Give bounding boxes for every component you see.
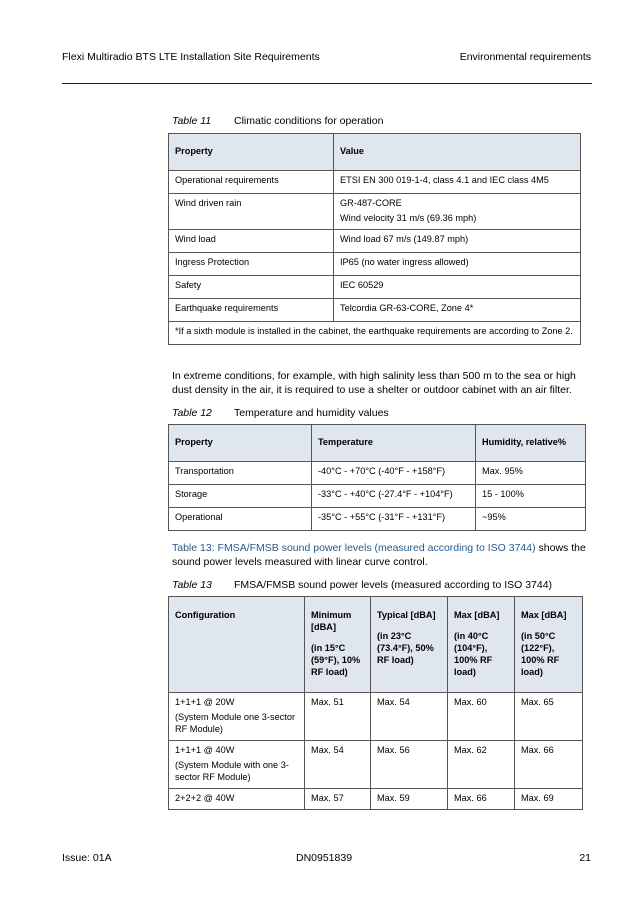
value-cell: IP65 (no water ingress allowed) bbox=[334, 252, 581, 275]
body-paragraph bbox=[172, 541, 592, 569]
value-line: Wind velocity 31 m/s (69.36 mph) bbox=[340, 212, 477, 223]
value-cell: IEC 60529 bbox=[334, 275, 581, 298]
value-cell: Telcordia GR-63-CORE, Zone 4* bbox=[334, 298, 581, 321]
property-cell: Ingress Protection bbox=[169, 252, 334, 275]
paragraph-text: shows the sound power levels measured with linear curve control. bbox=[172, 542, 586, 569]
configuration-cell bbox=[169, 789, 305, 810]
header-main: Configuration bbox=[175, 610, 236, 621]
value-cell: Max. 59 bbox=[371, 789, 448, 810]
value-cell: Max. 57 bbox=[305, 789, 371, 810]
value-cell: Max. 65 bbox=[515, 693, 583, 741]
body-paragraph: In extreme conditions, for example, with high salinity less than 500 m to the sea or high dust density in the air, it is required to use a shelter or outdoor cabinet with an air filter. bbox=[172, 370, 576, 397]
value-cell: Max. 54 bbox=[305, 741, 371, 789]
table-row bbox=[169, 789, 583, 810]
header-rule bbox=[62, 83, 592, 84]
header-main: Typical [dBA] bbox=[377, 610, 436, 621]
header-main: Minimum [dBA] bbox=[311, 610, 352, 633]
value-cell: Max. 62 bbox=[448, 741, 515, 789]
temperature-cell: -35°C - +55°C (-31°F - +131°F) bbox=[312, 508, 476, 531]
config-desc: (System Module one 3-sector RF Module) bbox=[175, 712, 295, 735]
value-cell: ETSI EN 300 019-1-4, class 4.1 and IEC class 4M5 bbox=[334, 171, 581, 194]
table-row bbox=[169, 462, 586, 485]
table13-cross-reference-link[interactable]: Table 13: FMSA/FMSB sound power levels (measured according to ISO 3744) bbox=[172, 542, 536, 554]
property-cell: Wind driven rain bbox=[169, 194, 334, 230]
table13-caption bbox=[172, 579, 552, 591]
column-header bbox=[169, 597, 305, 693]
humidity-cell: 15 - 100% bbox=[476, 485, 586, 508]
footer-document-number: DN0951839 bbox=[296, 852, 353, 864]
table-row bbox=[169, 171, 581, 194]
table-row bbox=[169, 298, 581, 321]
table-row bbox=[169, 252, 581, 275]
config-name: 1+1+1 @ 40W bbox=[175, 745, 235, 756]
column-header: Property bbox=[169, 134, 334, 171]
config-name: 1+1+1 @ 20W bbox=[175, 697, 235, 708]
table11-caption bbox=[172, 115, 383, 127]
temperature-cell: -40°C - +70°C (-40°F - +158°F) bbox=[312, 462, 476, 485]
page-number: 21 bbox=[579, 852, 591, 864]
table-row bbox=[169, 508, 586, 531]
temperature-cell: -33°C - +40°C (-27.4°F - +104°F) bbox=[312, 485, 476, 508]
column-header bbox=[515, 597, 583, 693]
property-cell: Operational requirements bbox=[169, 171, 334, 194]
header-main: Max [dBA] bbox=[454, 610, 500, 621]
humidity-cell: Max. 95% bbox=[476, 462, 586, 485]
running-header-title: Flexi Multiradio BTS LTE Installation Site Requirements bbox=[62, 51, 320, 63]
table-header-row bbox=[169, 425, 586, 462]
config-name: 2+2+2 @ 40W bbox=[175, 793, 235, 804]
climatic-conditions-table bbox=[168, 133, 581, 345]
property-cell: Operational bbox=[169, 508, 312, 531]
header-sub: (in 23°C (73.4°F), 50% RF load) bbox=[377, 631, 434, 666]
value-cell: Max. 51 bbox=[305, 693, 371, 741]
column-header: Value bbox=[334, 134, 581, 171]
property-cell: Wind load bbox=[169, 229, 334, 252]
value-line: GR-487-CORE bbox=[340, 198, 402, 208]
table13-title: FMSA/FMSB sound power levels (measured according to ISO 3744) bbox=[234, 579, 553, 591]
table-header-row bbox=[169, 134, 581, 171]
footer-issue: Issue: 01A bbox=[62, 852, 112, 864]
header-sub: (in 15°C (59°F), 10% RF load) bbox=[311, 643, 361, 678]
table-header-row bbox=[169, 597, 583, 693]
config-desc: (System Module with one 3-sector RF Module) bbox=[175, 760, 289, 783]
table11-title: Climatic conditions for operation bbox=[234, 115, 384, 127]
table12-title: Temperature and humidity values bbox=[234, 407, 389, 419]
footnote-cell: *If a sixth module is installed in the cabinet, the earthquake requirements are according to Zone 2. bbox=[169, 321, 581, 344]
header-sub: (in 40°C (104°F), 100% RF load) bbox=[454, 631, 493, 678]
header-sub: (in 50°C (122°F), 100% RF load) bbox=[521, 631, 560, 678]
value-cell bbox=[334, 194, 581, 230]
value-cell: Max. 60 bbox=[448, 693, 515, 741]
property-cell: Safety bbox=[169, 275, 334, 298]
value-cell: Wind load 67 m/s (149.87 mph) bbox=[334, 229, 581, 252]
column-header bbox=[448, 597, 515, 693]
value-cell: Max. 69 bbox=[515, 789, 583, 810]
running-header-section: Environmental requirements bbox=[459, 51, 591, 63]
property-cell: Storage bbox=[169, 485, 312, 508]
temperature-humidity-table bbox=[168, 424, 586, 531]
property-cell: Earthquake requirements bbox=[169, 298, 334, 321]
property-cell: Transportation bbox=[169, 462, 312, 485]
configuration-cell bbox=[169, 741, 305, 789]
table12-number: Table 12 bbox=[172, 407, 212, 419]
table-row bbox=[169, 485, 586, 508]
table-row bbox=[169, 693, 583, 741]
table13-number: Table 13 bbox=[172, 579, 212, 591]
value-cell: Max. 56 bbox=[371, 741, 448, 789]
value-cell: Max. 66 bbox=[448, 789, 515, 810]
table-row bbox=[169, 741, 583, 789]
table-row bbox=[169, 229, 581, 252]
value-cell: Max. 54 bbox=[371, 693, 448, 741]
header-main: Max [dBA] bbox=[521, 610, 567, 621]
table-row bbox=[169, 194, 581, 230]
column-header bbox=[371, 597, 448, 693]
column-header: Humidity, relative% bbox=[476, 425, 586, 462]
column-header: Temperature bbox=[312, 425, 476, 462]
column-header: Property bbox=[169, 425, 312, 462]
table-footnote-row bbox=[169, 321, 581, 344]
sound-power-table bbox=[168, 596, 583, 810]
column-header bbox=[305, 597, 371, 693]
table12-caption bbox=[172, 407, 389, 419]
humidity-cell: ~95% bbox=[476, 508, 586, 531]
value-cell: Max. 66 bbox=[515, 741, 583, 789]
table-row bbox=[169, 275, 581, 298]
table11-number: Table 11 bbox=[172, 115, 212, 127]
configuration-cell bbox=[169, 693, 305, 741]
